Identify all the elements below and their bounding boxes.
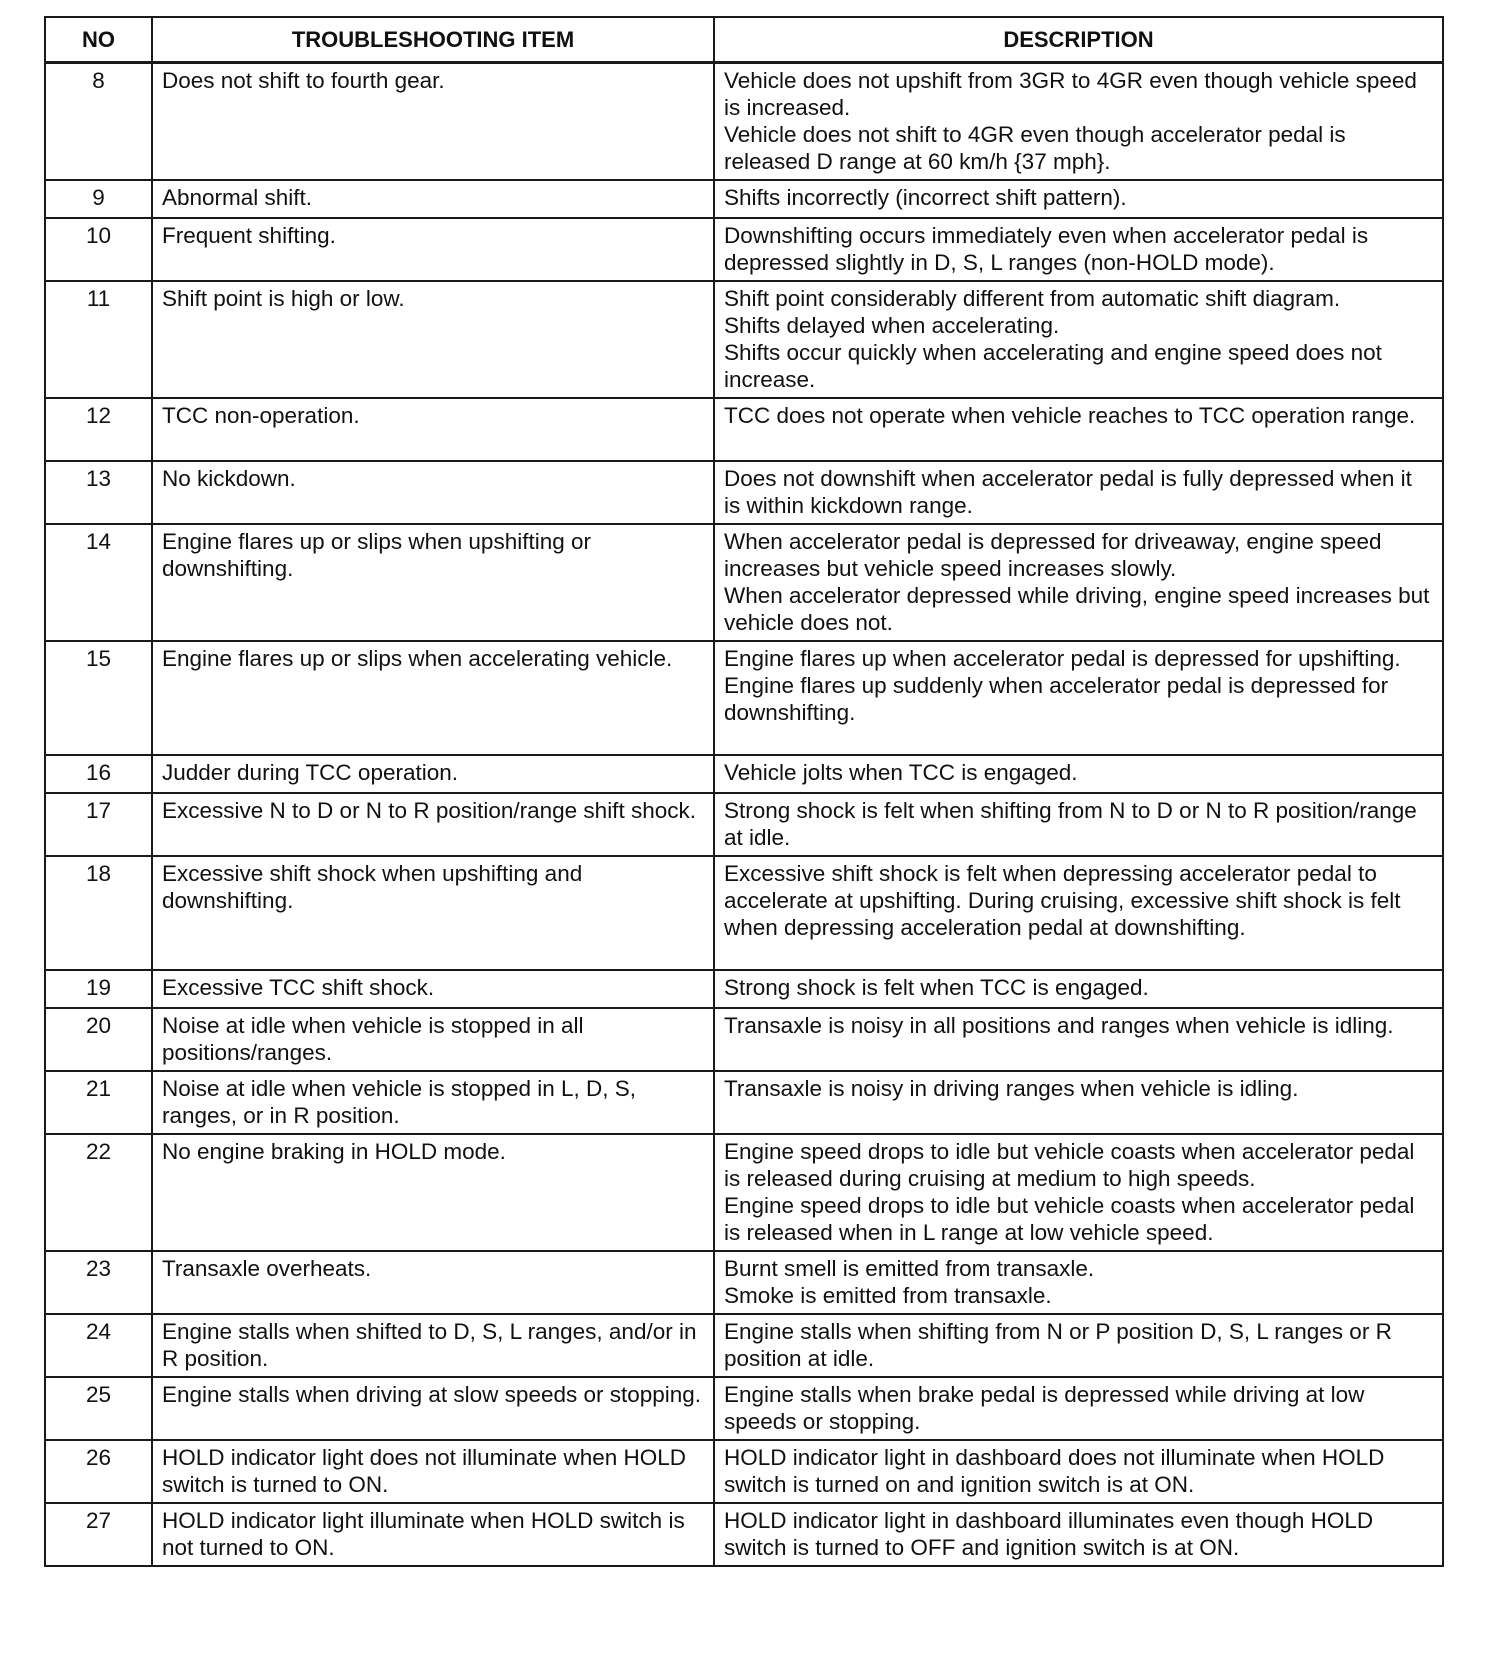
row-number: 13 — [45, 461, 152, 524]
table-row — [45, 398, 1443, 461]
table-row — [45, 1440, 1443, 1503]
table-row — [45, 1251, 1443, 1314]
row-number: 10 — [45, 218, 152, 281]
header-description: DESCRIPTION — [714, 17, 1443, 63]
description: HOLD indicator light in dashboard illuminates even though HOLD switch is turned to OFF and ignition switch is at ON. — [714, 1503, 1443, 1566]
table-row — [45, 218, 1443, 281]
troubleshooting-item: Excessive N to D or N to R position/range shift shock. — [152, 793, 714, 856]
row-number: 9 — [45, 180, 152, 218]
table-row — [45, 755, 1443, 793]
table-row — [45, 793, 1443, 856]
table-row — [45, 641, 1443, 755]
description: Shift point considerably different from automatic shift diagram. Shifts delayed when accelerating. Shifts occur quickly when accelerating and engine speed does not increase. — [714, 281, 1443, 398]
troubleshooting-item: Engine flares up or slips when upshifting or downshifting. — [152, 524, 714, 641]
troubleshooting-item: HOLD indicator light illuminate when HOLD switch is not turned to ON. — [152, 1503, 714, 1566]
description: Vehicle does not upshift from 3GR to 4GR even though vehicle speed is increased. Vehicle does not shift to 4GR even though accelerator pedal is released D range at 60 km/h {37 mph}. — [714, 63, 1443, 181]
table-row — [45, 281, 1443, 398]
description: Does not downshift when accelerator pedal is fully depressed when it is within kickdown range. — [714, 461, 1443, 524]
row-number: 19 — [45, 970, 152, 1008]
description: Engine flares up when accelerator pedal is depressed for upshifting. Engine flares up suddenly when accelerator pedal is depressed for downshifting. — [714, 641, 1443, 755]
row-number: 21 — [45, 1071, 152, 1134]
table-body — [45, 63, 1443, 1567]
description: Engine stalls when brake pedal is depressed while driving at low speeds or stopping. — [714, 1377, 1443, 1440]
row-number: 27 — [45, 1503, 152, 1566]
description: Burnt smell is emitted from transaxle. Smoke is emitted from transaxle. — [714, 1251, 1443, 1314]
troubleshooting-item: Engine stalls when driving at slow speeds or stopping. — [152, 1377, 714, 1440]
troubleshooting-item: Noise at idle when vehicle is stopped in all positions/ranges. — [152, 1008, 714, 1071]
troubleshooting-item: Does not shift to fourth gear. — [152, 63, 714, 181]
description: Strong shock is felt when shifting from N to D or N to R position/range at idle. — [714, 793, 1443, 856]
description: Transaxle is noisy in all positions and ranges when vehicle is idling. — [714, 1008, 1443, 1071]
table-row — [45, 461, 1443, 524]
row-number: 26 — [45, 1440, 152, 1503]
troubleshooting-item: Shift point is high or low. — [152, 281, 714, 398]
table-row — [45, 1503, 1443, 1566]
header-no: NO — [45, 17, 152, 63]
row-number: 8 — [45, 63, 152, 181]
troubleshooting-item: Transaxle overheats. — [152, 1251, 714, 1314]
description: When accelerator pedal is depressed for driveaway, engine speed increases but vehicle speed increases slowly. When accelerator depressed while driving, engine speed increases but vehicle does not. — [714, 524, 1443, 641]
header-troubleshooting-item: TROUBLESHOOTING ITEM — [152, 17, 714, 63]
troubleshooting-table — [44, 16, 1444, 1567]
table-row — [45, 1377, 1443, 1440]
description: Engine speed drops to idle but vehicle coasts when accelerator pedal is released during cruising at medium to high speeds. Engine speed drops to idle but vehicle coasts when accelerator pedal is released when in L range at low vehicle speed. — [714, 1134, 1443, 1251]
description: Engine stalls when shifting from N or P position D, S, L ranges or R position at idle. — [714, 1314, 1443, 1377]
description: Transaxle is noisy in driving ranges when vehicle is idling. — [714, 1071, 1443, 1134]
row-number: 24 — [45, 1314, 152, 1377]
troubleshooting-item: Engine flares up or slips when accelerating vehicle. — [152, 641, 714, 755]
row-number: 17 — [45, 793, 152, 856]
description: Downshifting occurs immediately even when accelerator pedal is depressed slightly in D, S, L ranges (non-HOLD mode). — [714, 218, 1443, 281]
row-number: 22 — [45, 1134, 152, 1251]
table-row — [45, 1134, 1443, 1251]
troubleshooting-item: No engine braking in HOLD mode. — [152, 1134, 714, 1251]
row-number: 20 — [45, 1008, 152, 1071]
troubleshooting-item: HOLD indicator light does not illuminate when HOLD switch is turned to ON. — [152, 1440, 714, 1503]
troubleshooting-item: No kickdown. — [152, 461, 714, 524]
table-row — [45, 63, 1443, 181]
description: HOLD indicator light in dashboard does not illuminate when HOLD switch is turned on and ignition switch is at ON. — [714, 1440, 1443, 1503]
description: Shifts incorrectly (incorrect shift pattern). — [714, 180, 1443, 218]
table-row — [45, 1071, 1443, 1134]
row-number: 15 — [45, 641, 152, 755]
description: TCC does not operate when vehicle reaches to TCC operation range. — [714, 398, 1443, 461]
table-header — [45, 17, 1443, 63]
troubleshooting-item: TCC non-operation. — [152, 398, 714, 461]
troubleshooting-item: Abnormal shift. — [152, 180, 714, 218]
description: Strong shock is felt when TCC is engaged. — [714, 970, 1443, 1008]
row-number: 14 — [45, 524, 152, 641]
troubleshooting-item: Judder during TCC operation. — [152, 755, 714, 793]
table-row — [45, 1008, 1443, 1071]
table-row — [45, 180, 1443, 218]
troubleshooting-item: Excessive shift shock when upshifting and downshifting. — [152, 856, 714, 970]
description: Vehicle jolts when TCC is engaged. — [714, 755, 1443, 793]
troubleshooting-item: Frequent shifting. — [152, 218, 714, 281]
table-row — [45, 970, 1443, 1008]
header-row — [45, 17, 1443, 63]
troubleshooting-item: Excessive TCC shift shock. — [152, 970, 714, 1008]
row-number: 16 — [45, 755, 152, 793]
row-number: 12 — [45, 398, 152, 461]
troubleshooting-item: Noise at idle when vehicle is stopped in L, D, S, ranges, or in R position. — [152, 1071, 714, 1134]
description: Excessive shift shock is felt when depressing accelerator pedal to accelerate at upshifting. During cruising, excessive shift shock is felt when depressing acceleration pedal at downshifting. — [714, 856, 1443, 970]
row-number: 23 — [45, 1251, 152, 1314]
table-row — [45, 1314, 1443, 1377]
row-number: 18 — [45, 856, 152, 970]
troubleshooting-item: Engine stalls when shifted to D, S, L ranges, and/or in R position. — [152, 1314, 714, 1377]
row-number: 25 — [45, 1377, 152, 1440]
table-row — [45, 856, 1443, 970]
row-number: 11 — [45, 281, 152, 398]
table-row — [45, 524, 1443, 641]
